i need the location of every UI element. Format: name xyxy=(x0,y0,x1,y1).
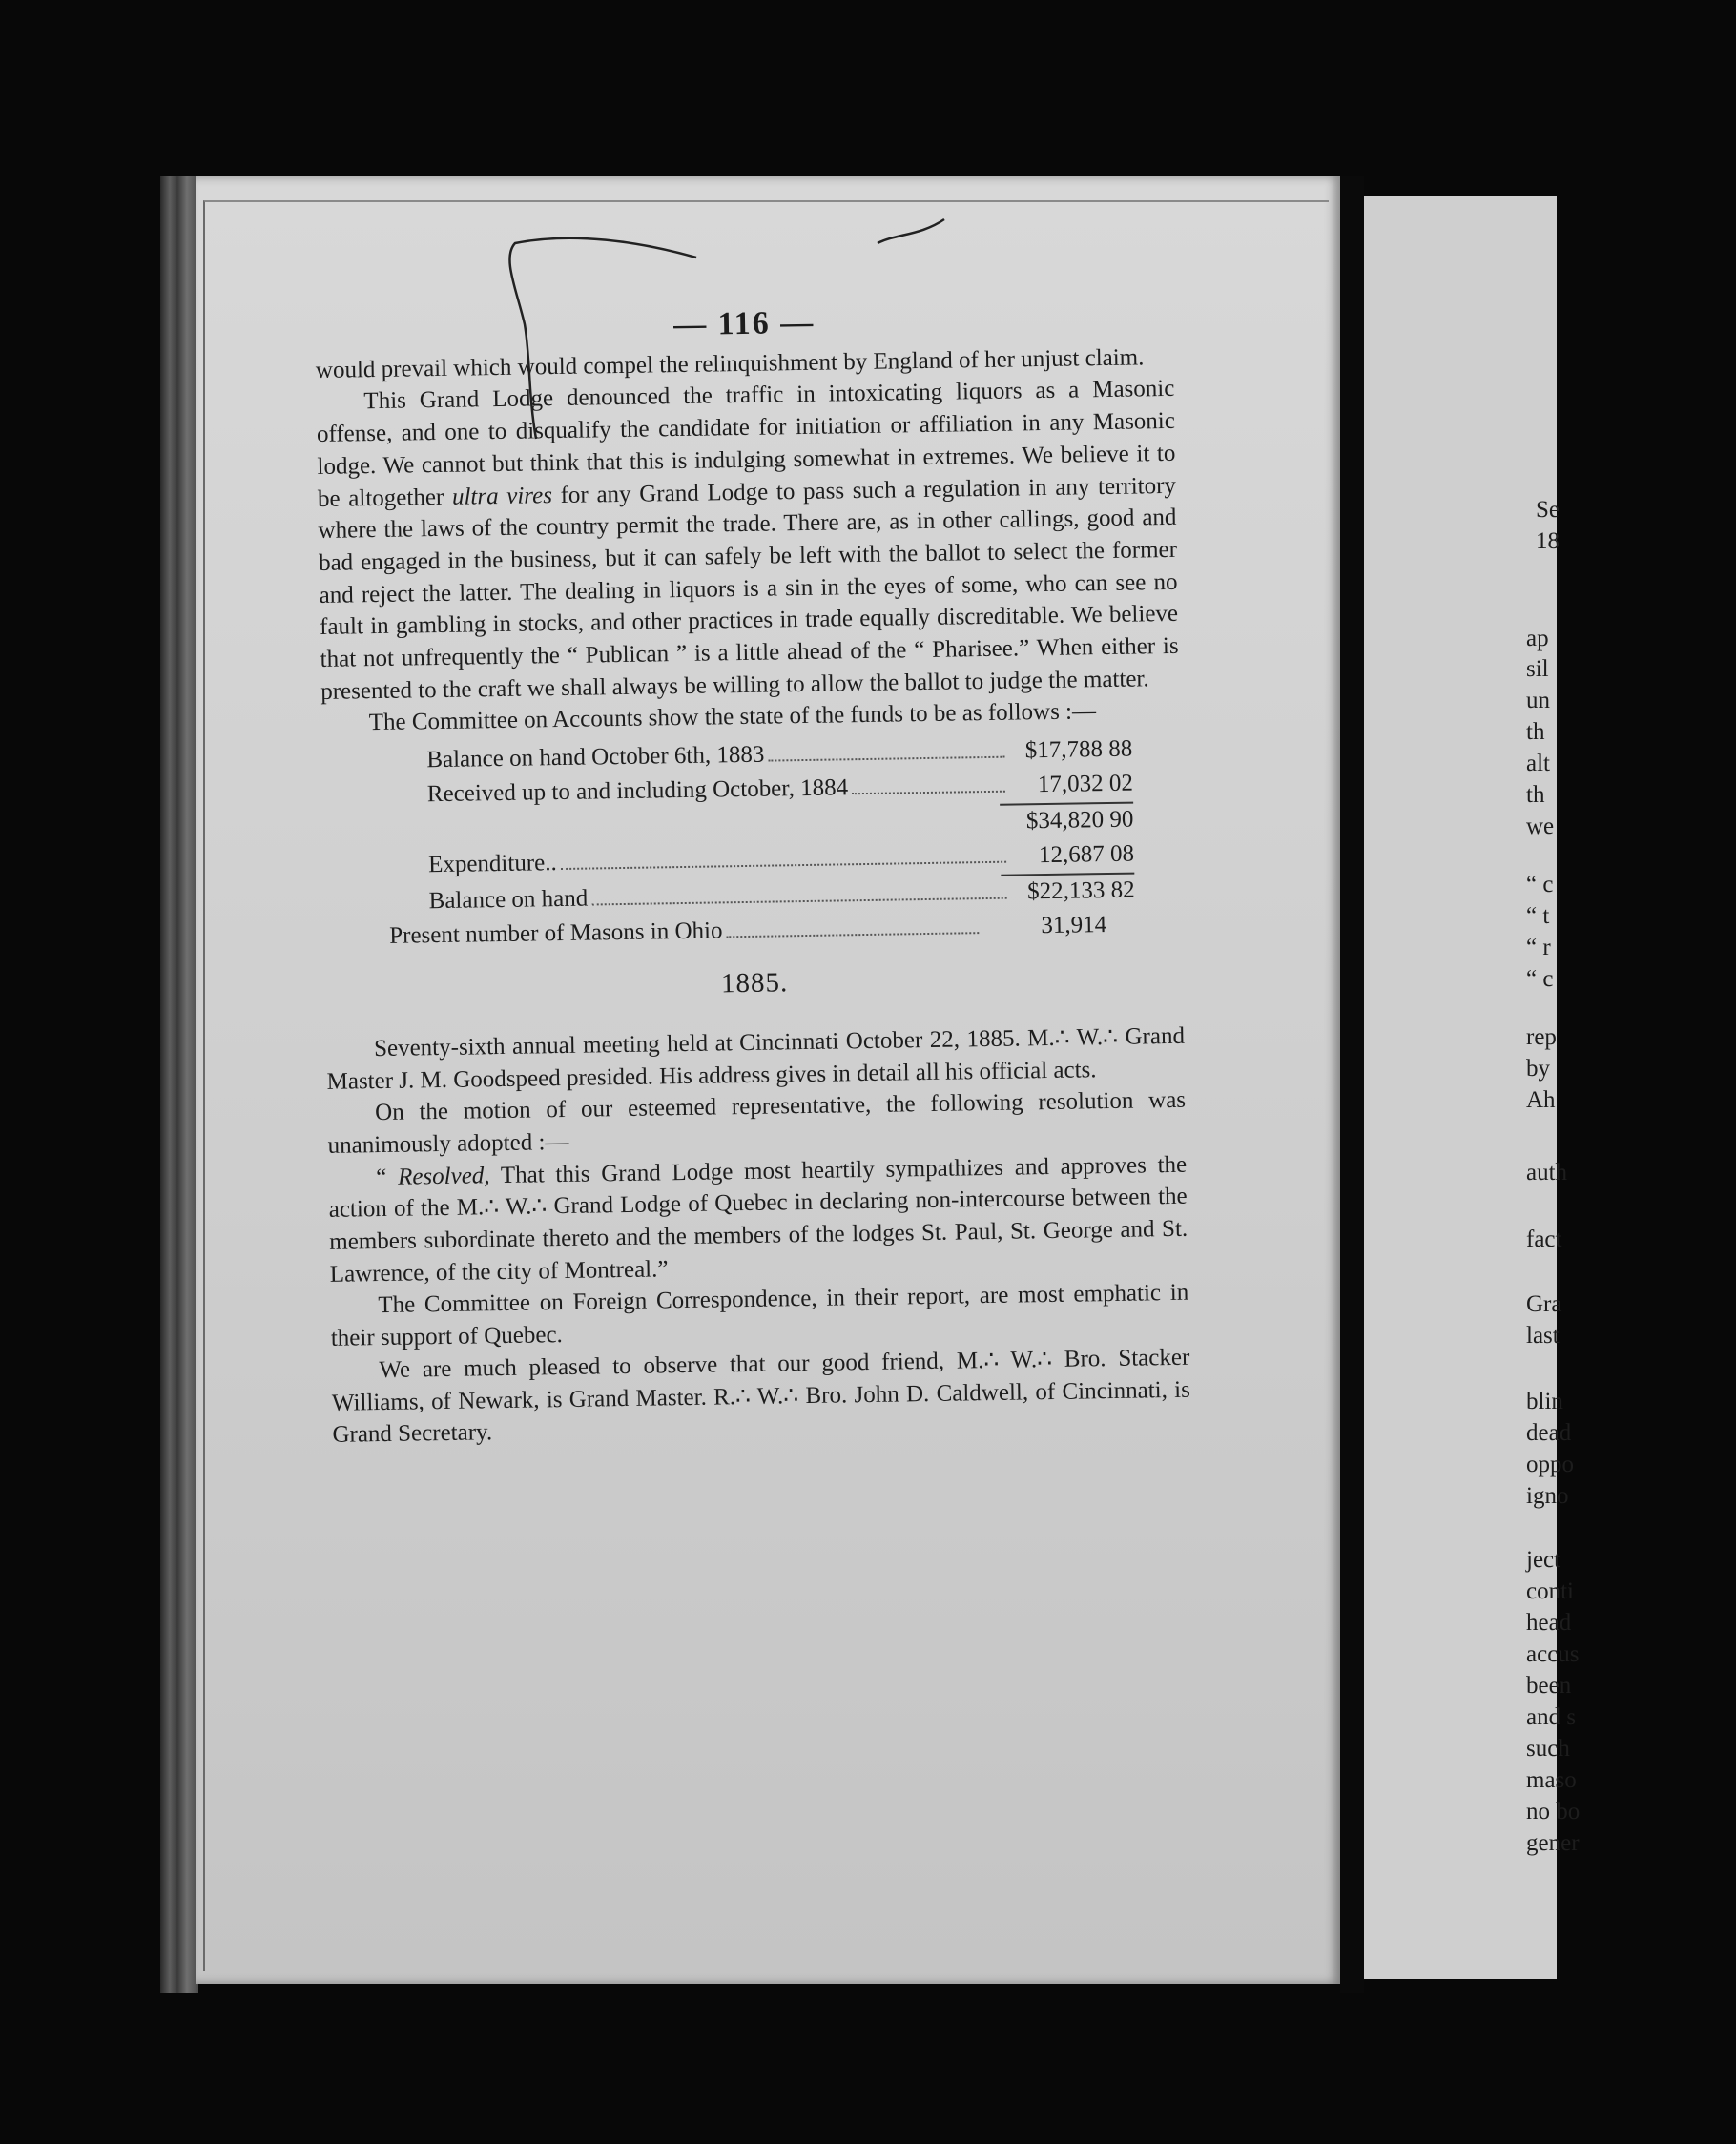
dot-leader xyxy=(591,897,1006,906)
facing-fragment: ject xyxy=(1526,1547,1561,1573)
paragraph xyxy=(316,373,1179,708)
facing-fragment: Gra xyxy=(1526,1291,1562,1317)
facing-fragment: “ c xyxy=(1526,872,1554,897)
facing-fragment: last xyxy=(1526,1323,1560,1349)
facing-fragment: by xyxy=(1526,1056,1550,1082)
accounts-table xyxy=(321,732,1183,956)
facing-fragment: head xyxy=(1526,1610,1572,1636)
facing-fragment: been xyxy=(1526,1673,1572,1699)
facing-fragment: “ c xyxy=(1526,966,1554,992)
paragraph-text: for any Grand Lodge to pass such a regulation in any territory where the laws of the country permit the trade. There are, as in other callings, good and bad engaged in the business, but it can safely be left with the ballot to select the former and reject the latter. The dealing in liquors is a sin in the eyes of some, who can see no fault in gambling in stocks, and other practices in trade equally discreditable. We believe that not unfrequently the “ Publican ” is a little ahead of the “ Pharisee.” When either is presented to the craft we shall always be willing to allow the ballot to judge the matter. xyxy=(318,472,1179,705)
resolved-label: Resolved, xyxy=(397,1162,490,1190)
accounts-amount: $34,820 90 xyxy=(1025,806,1134,835)
facing-fragment: accus xyxy=(1526,1641,1580,1667)
facing-fragment: Se xyxy=(1536,497,1560,523)
facing-fragment: Ah xyxy=(1526,1087,1556,1113)
facing-fragment: dead xyxy=(1526,1420,1572,1446)
accounts-amount: 12,687 08 xyxy=(1038,840,1135,869)
page-number: — 116 — xyxy=(672,304,816,343)
book-page-edges xyxy=(160,176,198,1993)
facing-fragment: such xyxy=(1526,1736,1570,1762)
dot-leader xyxy=(852,791,1005,795)
accounts-label: Present number of Masons in Ohio xyxy=(389,917,723,949)
italic-phrase: ultra vires xyxy=(451,482,553,510)
pencil-check-mark xyxy=(873,215,949,253)
facing-fragment: gener xyxy=(1526,1830,1580,1856)
facing-fragment: 18 xyxy=(1536,528,1560,554)
year-heading: 1885. xyxy=(720,967,789,1000)
facing-fragment: alt xyxy=(1526,751,1550,776)
facing-fragment: un xyxy=(1526,688,1550,713)
facing-fragment: sil xyxy=(1526,656,1549,682)
facing-fragment: rep xyxy=(1526,1024,1557,1050)
paragraph: We are much pleased to observe that our good friend, M.∴ W.∴ Bro. Stacker Williams, of Newark, is Grand Master. R.∴ W.∴ Bro. John D. Caldwell, of Cincinnati, is Grand Secretary. xyxy=(331,1344,1191,1449)
accounts-amount: $22,133 82 xyxy=(1026,876,1135,905)
facing-fragment: ap xyxy=(1526,626,1549,651)
dot-leader xyxy=(768,756,1004,762)
book-gutter xyxy=(1340,176,1364,1993)
facing-fragment: auth xyxy=(1526,1160,1568,1185)
paragraph: On the motion of our esteemed representative, the following resolution was unanimously adopted :— xyxy=(327,1087,1187,1159)
resolution-paragraph xyxy=(328,1148,1188,1290)
facing-fragment: “ t xyxy=(1526,903,1550,929)
paragraph-text: That this Grand Lodge most heartily sympathizes and approves the action of the M.∴ W.∴ Grand Lodge of Quebec in declaring non-intercourse between the members subordinate thereto and the members of the lodges St. Paul, St. George and St. Lawrence, of the city of Montreal.” xyxy=(328,1151,1188,1288)
facing-fragment: th xyxy=(1526,782,1545,808)
page-content xyxy=(315,301,1191,1452)
accounts-label: Received up to and including October, 1884 xyxy=(426,774,849,808)
facing-fragment: we xyxy=(1526,814,1555,839)
paragraph-text: This Grand Lodge denounced the traffic in intoxicating liquors as a Masonic offense, and one to disqualify the candidate for initiation or affiliation in any Masonic lodge. We cannot but think that this is indulging somewhat in extremes. We believe it to be altogether xyxy=(316,376,1176,512)
accounts-amount: 31,914 xyxy=(1041,912,1107,939)
facing-fragment: “ r xyxy=(1526,935,1551,960)
accounts-label: Balance on hand October 6th, 1883 xyxy=(426,741,765,773)
paragraph: Seventy-sixth annual meeting held at Cincinnati October 22, 1885. M.∴ W.∴ Grand Master J. M. Goodspeed presided. His address gives in detail all his official acts. xyxy=(326,1022,1186,1095)
accounts-label: Expenditure.. xyxy=(427,850,557,878)
facing-fragment: and s xyxy=(1526,1704,1577,1730)
facing-fragment: oppo xyxy=(1526,1452,1574,1477)
dot-leader xyxy=(727,932,980,938)
dot-leader xyxy=(561,861,1006,870)
accounts-label: Balance on hand xyxy=(428,885,589,915)
accounts-amount: 17,032 02 xyxy=(1037,770,1134,798)
facing-fragment: conti xyxy=(1526,1578,1574,1604)
facing-fragment: maso xyxy=(1526,1767,1577,1793)
facing-fragment: igno xyxy=(1526,1483,1569,1509)
facing-fragment: fact xyxy=(1526,1227,1562,1252)
facing-fragment: blin xyxy=(1526,1389,1563,1414)
facing-page xyxy=(1364,196,1581,1979)
accounts-amount: $17,788 88 xyxy=(1024,735,1133,764)
paragraph: The Committee on Foreign Correspondence, in their report, are most emphatic in their support of Quebec. xyxy=(330,1280,1189,1352)
open-quote: “ xyxy=(375,1164,387,1190)
paragraph: would prevail which would compel the relinquishment by England of her unjust claim. xyxy=(315,344,1145,383)
facing-fragment: th xyxy=(1526,719,1545,745)
paragraph: The Committee on Accounts show the state of the funds to be as follows :— xyxy=(368,698,1097,736)
facing-fragment: no bo xyxy=(1526,1799,1581,1824)
